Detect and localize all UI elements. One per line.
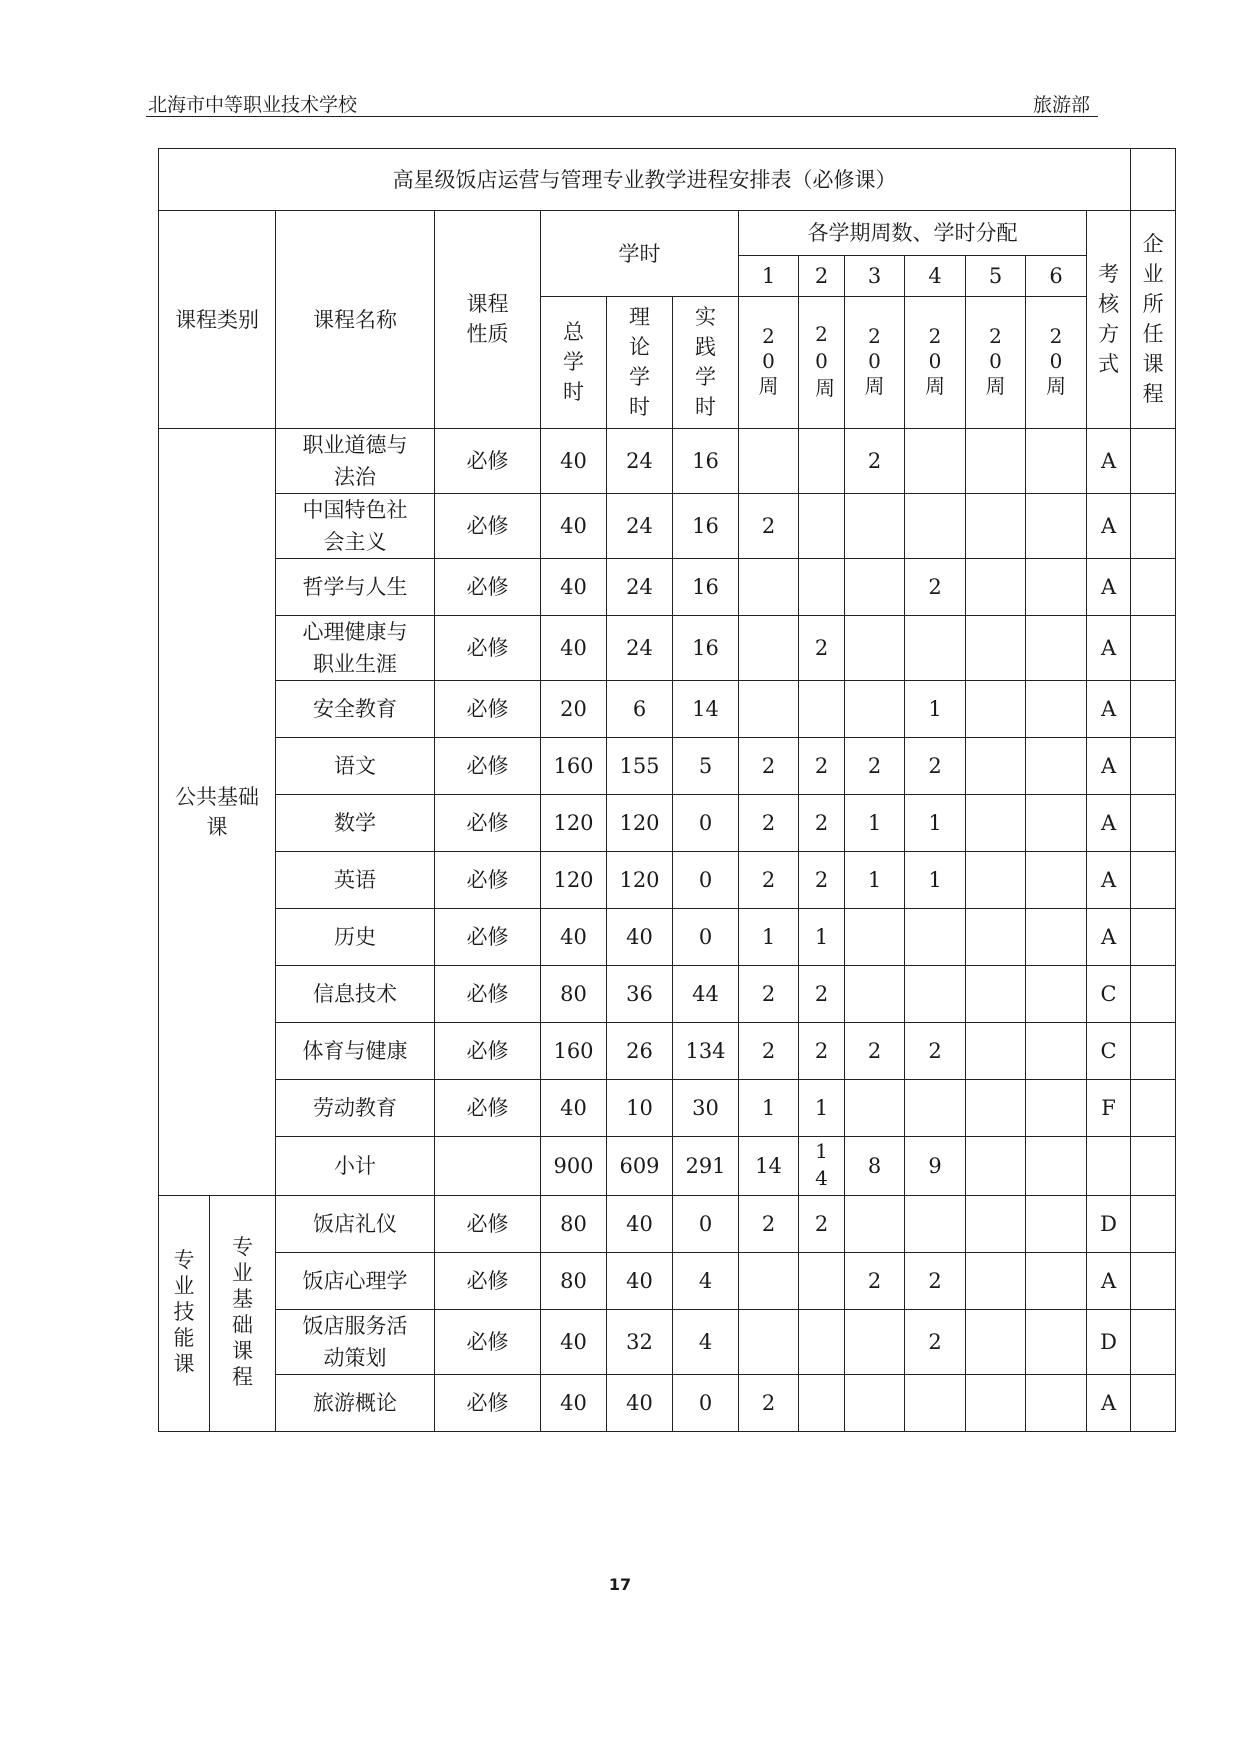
enterprise-cell bbox=[1131, 738, 1176, 795]
assessment-cell: A bbox=[1087, 795, 1131, 852]
enterprise-cell bbox=[1131, 852, 1176, 909]
total-hours-cell: 40 bbox=[541, 1310, 607, 1375]
total-hours-cell: 40 bbox=[541, 1080, 607, 1137]
semester-hours-cell bbox=[1026, 795, 1087, 852]
semester-hours-cell bbox=[966, 1310, 1026, 1375]
semester-weeks-cell bbox=[799, 297, 845, 429]
assessment-cell: A bbox=[1087, 909, 1131, 966]
total-hours-cell: 160 bbox=[541, 738, 607, 795]
semester-hours-cell: 2 bbox=[739, 1023, 799, 1080]
course-name-cell bbox=[276, 1080, 435, 1137]
course-name: 心理健康与职业生涯 bbox=[302, 620, 408, 676]
course-nature-cell bbox=[435, 1137, 541, 1196]
table-row bbox=[159, 1253, 1176, 1310]
semester-hours-cell bbox=[966, 681, 1026, 738]
theory-hours-cell: 24 bbox=[607, 429, 673, 494]
header-category: 课程类别 bbox=[159, 211, 276, 429]
practice-hours-cell: 4 bbox=[673, 1310, 739, 1375]
course-nature-cell: 必修 bbox=[435, 1310, 541, 1375]
semester-hours-cell: 2 bbox=[739, 852, 799, 909]
assessment-cell: D bbox=[1087, 1196, 1131, 1253]
semester-hours-cell bbox=[905, 429, 966, 494]
header-practice-hours: 实践学时 bbox=[673, 297, 739, 429]
total-hours-cell: 40 bbox=[541, 429, 607, 494]
semester-hours-cell bbox=[1026, 1253, 1087, 1310]
total-hours-cell: 900 bbox=[541, 1137, 607, 1196]
department-name: 旅游部 bbox=[1032, 94, 1090, 116]
semester-hours-cell: 2 bbox=[845, 1023, 905, 1080]
theory-hours-cell: 36 bbox=[607, 966, 673, 1023]
semester-weeks-label: 20周 bbox=[1046, 323, 1066, 398]
course-name: 旅游概论 bbox=[313, 1391, 397, 1415]
semester-hours-cell bbox=[1026, 429, 1087, 494]
enterprise-cell bbox=[1131, 1196, 1176, 1253]
total-hours-cell: 120 bbox=[541, 852, 607, 909]
semester-hours-cell: 2 bbox=[739, 738, 799, 795]
course-name-cell bbox=[276, 795, 435, 852]
semester-hours-cell bbox=[845, 909, 905, 966]
practice-hours-cell: 0 bbox=[673, 795, 739, 852]
semester-number-cell: 1 bbox=[739, 256, 799, 297]
semester-hours-cell bbox=[739, 616, 799, 681]
course-name-cell bbox=[276, 559, 435, 616]
enterprise-cell bbox=[1131, 1375, 1176, 1432]
semester-hours-cell: 2 bbox=[739, 1375, 799, 1432]
theory-hours-cell: 155 bbox=[607, 738, 673, 795]
semester-weeks-label: 20周 bbox=[815, 322, 835, 400]
assessment-cell: C bbox=[1087, 966, 1131, 1023]
semester-hours-cell bbox=[799, 429, 845, 494]
header-total-hours: 总学时 bbox=[541, 297, 607, 429]
semester-hours-cell bbox=[1026, 966, 1087, 1023]
course-nature-cell: 必修 bbox=[435, 494, 541, 559]
semester-weeks-cell bbox=[1026, 297, 1087, 429]
course-nature-cell: 必修 bbox=[435, 1023, 541, 1080]
semester-hours-cell bbox=[799, 494, 845, 559]
table-row bbox=[159, 1375, 1176, 1432]
semester-hours-cell bbox=[1026, 1310, 1087, 1375]
total-hours-cell: 40 bbox=[541, 494, 607, 559]
total-hours-cell: 40 bbox=[541, 559, 607, 616]
table-row bbox=[159, 966, 1176, 1023]
semester-hours-cell bbox=[799, 559, 845, 616]
enterprise-cell bbox=[1131, 1080, 1176, 1137]
semester-hours-cell: 2 bbox=[905, 1253, 966, 1310]
semester-hours-cell bbox=[845, 494, 905, 559]
semester-hours-cell bbox=[845, 616, 905, 681]
assessment-cell: C bbox=[1087, 1023, 1131, 1080]
total-hours-cell: 80 bbox=[541, 1196, 607, 1253]
table-title: 高星级饭店运营与管理专业教学进程安排表（必修课） bbox=[159, 149, 1131, 211]
semester-hours-cell bbox=[905, 616, 966, 681]
practice-hours-cell: 4 bbox=[673, 1253, 739, 1310]
table-row bbox=[159, 429, 1176, 494]
school-name: 北海市中等职业技术学校 bbox=[148, 94, 358, 116]
semester-hours-cell bbox=[1026, 494, 1087, 559]
semester-hours-cell bbox=[1026, 1023, 1087, 1080]
total-hours-cell: 20 bbox=[541, 681, 607, 738]
semester-hours-cell bbox=[739, 1253, 799, 1310]
semester-hours-cell: 1 bbox=[845, 852, 905, 909]
practice-hours-cell: 0 bbox=[673, 1375, 739, 1432]
course-nature-cell: 必修 bbox=[435, 966, 541, 1023]
header-rule bbox=[146, 116, 1098, 117]
theory-hours-cell: 24 bbox=[607, 616, 673, 681]
semester-hours-cell bbox=[845, 1196, 905, 1253]
theory-hours-cell: 40 bbox=[607, 1375, 673, 1432]
course-nature-cell: 必修 bbox=[435, 1080, 541, 1137]
semester-hours-cell: 1 bbox=[739, 909, 799, 966]
semester-hours-cell bbox=[845, 1080, 905, 1137]
semester-hours-cell bbox=[845, 681, 905, 738]
practice-hours-cell: 0 bbox=[673, 852, 739, 909]
semester-hours-cell bbox=[799, 1375, 845, 1432]
course-name-cell bbox=[276, 494, 435, 559]
header-enterprise: 企业所任课程 bbox=[1131, 211, 1176, 429]
course-name: 历史 bbox=[334, 925, 376, 949]
assessment-cell bbox=[1087, 1137, 1131, 1196]
semester-hours-cell: 2 bbox=[905, 1023, 966, 1080]
course-name-cell bbox=[276, 1310, 435, 1375]
enterprise-cell bbox=[1131, 681, 1176, 738]
semester-weeks-cell bbox=[966, 297, 1026, 429]
course-name-cell bbox=[276, 1023, 435, 1080]
header-theory-hours: 理论学时 bbox=[607, 297, 673, 429]
header-course-nature: 课程性质 bbox=[435, 211, 541, 429]
enterprise-cell bbox=[1131, 559, 1176, 616]
semester-hours-cell: 2 bbox=[799, 738, 845, 795]
semester-hours-cell: 2 bbox=[845, 429, 905, 494]
semester-hours-cell: 1 bbox=[799, 909, 845, 966]
semester-hours-cell bbox=[905, 909, 966, 966]
category-professional-label: 专业技能课 bbox=[173, 1248, 195, 1376]
schedule-table bbox=[158, 148, 1176, 1432]
category-public bbox=[159, 429, 276, 1196]
course-name: 职业道德与法治 bbox=[302, 433, 408, 489]
semester-number-cell: 2 bbox=[799, 256, 845, 297]
course-name-cell bbox=[276, 1196, 435, 1253]
semester-hours-cell bbox=[905, 1196, 966, 1253]
table-row bbox=[159, 852, 1176, 909]
subcategory-professional-basic-label: 专业基础课程 bbox=[232, 1235, 253, 1389]
semester-weeks-cell bbox=[905, 297, 966, 429]
practice-hours-cell: 0 bbox=[673, 909, 739, 966]
semester-hours-cell: 2 bbox=[845, 738, 905, 795]
total-hours-cell: 120 bbox=[541, 795, 607, 852]
practice-hours-cell: 0 bbox=[673, 1196, 739, 1253]
practice-hours-cell: 44 bbox=[673, 966, 739, 1023]
course-nature-cell: 必修 bbox=[435, 1253, 541, 1310]
semester-hours-cell bbox=[966, 909, 1026, 966]
total-hours-cell: 80 bbox=[541, 1253, 607, 1310]
semester-hours-cell bbox=[1026, 616, 1087, 681]
semester-number-cell: 4 bbox=[905, 256, 966, 297]
practice-hours-cell: 30 bbox=[673, 1080, 739, 1137]
theory-hours-cell: 24 bbox=[607, 494, 673, 559]
semester-hours-cell bbox=[739, 681, 799, 738]
semester-hours-cell bbox=[1026, 909, 1087, 966]
semester-hours-cell: 8 bbox=[845, 1137, 905, 1196]
enterprise-cell bbox=[1131, 795, 1176, 852]
semester-weeks-label: 20周 bbox=[985, 323, 1006, 398]
total-hours-cell: 40 bbox=[541, 616, 607, 681]
semester-hours-cell bbox=[799, 1137, 845, 1196]
semester-hours-cell bbox=[966, 429, 1026, 494]
table-row bbox=[159, 1137, 1176, 1196]
semester-hours-cell bbox=[1026, 681, 1087, 738]
enterprise-cell bbox=[1131, 1023, 1176, 1080]
course-name-cell bbox=[276, 1375, 435, 1432]
category-public-label: 公共基础课 bbox=[175, 784, 259, 839]
semester-hours-cell: 2 bbox=[799, 966, 845, 1023]
semester-hours-cell: 2 bbox=[799, 616, 845, 681]
course-nature-cell: 必修 bbox=[435, 795, 541, 852]
table-row bbox=[159, 681, 1176, 738]
theory-hours-cell: 40 bbox=[607, 1253, 673, 1310]
semester-hours-cell: 2 bbox=[905, 1310, 966, 1375]
semester-number-cell: 6 bbox=[1026, 256, 1087, 297]
semester-hours-value: 14 bbox=[815, 1139, 828, 1190]
semester-weeks-label: 20周 bbox=[758, 323, 779, 398]
course-name: 中国特色社会主义 bbox=[302, 498, 408, 554]
semester-hours-cell bbox=[905, 494, 966, 559]
assessment-cell: D bbox=[1087, 1310, 1131, 1375]
table-row bbox=[159, 1023, 1176, 1080]
semester-hours-cell bbox=[799, 681, 845, 738]
course-name-cell bbox=[276, 616, 435, 681]
semester-hours-cell bbox=[1026, 1196, 1087, 1253]
course-name: 安全教育 bbox=[313, 697, 397, 721]
assessment-cell: A bbox=[1087, 429, 1131, 494]
course-name-cell bbox=[276, 909, 435, 966]
course-name-cell bbox=[276, 738, 435, 795]
practice-hours-cell: 5 bbox=[673, 738, 739, 795]
practice-hours-cell: 16 bbox=[673, 494, 739, 559]
semester-hours-cell bbox=[966, 559, 1026, 616]
course-name-cell bbox=[276, 681, 435, 738]
course-name: 饭店礼仪 bbox=[313, 1212, 397, 1236]
course-name: 数学 bbox=[334, 811, 376, 835]
table-row bbox=[159, 616, 1176, 681]
course-name: 饭店服务活动策划 bbox=[302, 1314, 408, 1370]
category-professional bbox=[159, 1196, 210, 1432]
course-nature-cell: 必修 bbox=[435, 738, 541, 795]
assessment-cell: A bbox=[1087, 1375, 1131, 1432]
assessment-cell: A bbox=[1087, 494, 1131, 559]
subcategory-professional-basic bbox=[210, 1196, 276, 1432]
course-nature-cell: 必修 bbox=[435, 429, 541, 494]
course-nature-cell: 必修 bbox=[435, 909, 541, 966]
assessment-cell: A bbox=[1087, 738, 1131, 795]
total-hours-cell: 40 bbox=[541, 1375, 607, 1432]
enterprise-cell bbox=[1131, 616, 1176, 681]
semester-hours-cell bbox=[966, 1080, 1026, 1137]
semester-hours-cell bbox=[966, 738, 1026, 795]
semester-hours-cell bbox=[1026, 1137, 1087, 1196]
course-name-cell bbox=[276, 429, 435, 494]
semester-weeks-label: 20周 bbox=[864, 323, 885, 398]
semester-weeks-label: 20周 bbox=[925, 323, 945, 398]
semester-hours-cell bbox=[905, 1375, 966, 1432]
course-name: 英语 bbox=[334, 868, 376, 892]
theory-hours-cell: 10 bbox=[607, 1080, 673, 1137]
table-row bbox=[159, 1310, 1176, 1375]
semester-number-cell: 3 bbox=[845, 256, 905, 297]
practice-hours-cell: 16 bbox=[673, 559, 739, 616]
semester-number-cell: 5 bbox=[966, 256, 1026, 297]
enterprise-cell bbox=[1131, 1137, 1176, 1196]
semester-hours-cell: 1 bbox=[799, 1080, 845, 1137]
course-name: 劳动教育 bbox=[313, 1096, 397, 1120]
course-name: 饭店心理学 bbox=[302, 1269, 408, 1293]
enterprise-cell bbox=[1131, 494, 1176, 559]
table-row bbox=[159, 738, 1176, 795]
semester-hours-cell: 2 bbox=[739, 966, 799, 1023]
assessment-cell: A bbox=[1087, 852, 1131, 909]
semester-hours-cell bbox=[845, 966, 905, 1023]
semester-hours-cell bbox=[966, 494, 1026, 559]
course-nature-cell: 必修 bbox=[435, 1196, 541, 1253]
total-hours-cell: 40 bbox=[541, 909, 607, 966]
semester-weeks-cell bbox=[845, 297, 905, 429]
semester-hours-cell: 2 bbox=[845, 1253, 905, 1310]
enterprise-cell bbox=[1131, 966, 1176, 1023]
course-name-cell bbox=[276, 852, 435, 909]
practice-hours-cell: 14 bbox=[673, 681, 739, 738]
semester-hours-cell: 2 bbox=[799, 1023, 845, 1080]
course-name: 哲学与人生 bbox=[302, 575, 408, 599]
header-semester: 各学期周数、学时分配 bbox=[739, 211, 1087, 256]
course-name-cell bbox=[276, 1137, 435, 1196]
semester-hours-cell bbox=[1026, 738, 1087, 795]
semester-hours-cell: 9 bbox=[905, 1137, 966, 1196]
semester-hours-cell bbox=[799, 1310, 845, 1375]
assessment-cell: F bbox=[1087, 1080, 1131, 1137]
course-nature-cell: 必修 bbox=[435, 616, 541, 681]
enterprise-cell bbox=[1131, 1310, 1176, 1375]
title-corner bbox=[1131, 149, 1176, 211]
semester-hours-cell bbox=[845, 559, 905, 616]
course-nature-cell: 必修 bbox=[435, 559, 541, 616]
semester-hours-cell bbox=[905, 966, 966, 1023]
semester-hours-cell bbox=[966, 852, 1026, 909]
semester-hours-cell bbox=[966, 616, 1026, 681]
assessment-cell: A bbox=[1087, 1253, 1131, 1310]
semester-hours-cell: 2 bbox=[739, 494, 799, 559]
practice-hours-cell: 16 bbox=[673, 616, 739, 681]
enterprise-cell bbox=[1131, 429, 1176, 494]
semester-hours-cell bbox=[739, 559, 799, 616]
theory-hours-cell: 40 bbox=[607, 909, 673, 966]
course-nature-cell: 必修 bbox=[435, 1375, 541, 1432]
semester-hours-cell bbox=[739, 1310, 799, 1375]
semester-hours-cell bbox=[799, 1253, 845, 1310]
practice-hours-cell: 16 bbox=[673, 429, 739, 494]
semester-hours-cell bbox=[845, 1310, 905, 1375]
semester-hours-cell bbox=[966, 1137, 1026, 1196]
semester-hours-cell bbox=[1026, 559, 1087, 616]
semester-hours-cell bbox=[1026, 852, 1087, 909]
semester-hours-cell: 2 bbox=[799, 852, 845, 909]
enterprise-cell bbox=[1131, 1253, 1176, 1310]
table-row bbox=[159, 494, 1176, 559]
header-course-name: 课程名称 bbox=[276, 211, 435, 429]
course-name: 小计 bbox=[334, 1154, 376, 1178]
table-row bbox=[159, 1080, 1176, 1137]
semester-hours-cell bbox=[1026, 1375, 1087, 1432]
theory-hours-cell: 120 bbox=[607, 795, 673, 852]
semester-hours-cell: 2 bbox=[905, 738, 966, 795]
page-number: 17 bbox=[608, 1575, 632, 1594]
enterprise-cell bbox=[1131, 909, 1176, 966]
course-name-cell bbox=[276, 966, 435, 1023]
course-nature-cell: 必修 bbox=[435, 852, 541, 909]
semester-hours-cell: 1 bbox=[739, 1080, 799, 1137]
semester-hours-cell bbox=[905, 1080, 966, 1137]
table-row bbox=[159, 909, 1176, 966]
semester-weeks-cell bbox=[739, 297, 799, 429]
theory-hours-cell: 6 bbox=[607, 681, 673, 738]
semester-hours-cell: 1 bbox=[845, 795, 905, 852]
theory-hours-cell: 24 bbox=[607, 559, 673, 616]
course-name: 体育与健康 bbox=[302, 1039, 408, 1063]
practice-hours-cell: 291 bbox=[673, 1137, 739, 1196]
header-assessment: 考核方式 bbox=[1087, 211, 1131, 429]
course-nature-cell: 必修 bbox=[435, 681, 541, 738]
theory-hours-cell: 40 bbox=[607, 1196, 673, 1253]
course-name: 语文 bbox=[334, 754, 376, 778]
semester-hours-cell bbox=[1026, 1080, 1087, 1137]
semester-hours-cell: 14 bbox=[739, 1137, 799, 1196]
semester-hours-cell bbox=[739, 429, 799, 494]
theory-hours-cell: 120 bbox=[607, 852, 673, 909]
course-name-cell bbox=[276, 1253, 435, 1310]
table-row bbox=[159, 795, 1176, 852]
theory-hours-cell: 609 bbox=[607, 1137, 673, 1196]
header-hours: 学时 bbox=[541, 211, 739, 297]
semester-hours-cell: 1 bbox=[905, 681, 966, 738]
total-hours-cell: 80 bbox=[541, 966, 607, 1023]
semester-hours-cell: 2 bbox=[799, 795, 845, 852]
semester-hours-cell: 2 bbox=[905, 559, 966, 616]
assessment-cell: A bbox=[1087, 616, 1131, 681]
semester-hours-cell bbox=[966, 1023, 1026, 1080]
semester-hours-cell: 1 bbox=[905, 852, 966, 909]
theory-hours-cell: 26 bbox=[607, 1023, 673, 1080]
semester-hours-cell bbox=[966, 1253, 1026, 1310]
semester-hours-cell bbox=[966, 1375, 1026, 1432]
semester-hours-cell bbox=[966, 966, 1026, 1023]
practice-hours-cell: 134 bbox=[673, 1023, 739, 1080]
table-row bbox=[159, 1196, 1176, 1253]
semester-hours-cell: 2 bbox=[799, 1196, 845, 1253]
semester-hours-cell: 2 bbox=[739, 1196, 799, 1253]
course-name: 信息技术 bbox=[313, 982, 397, 1006]
semester-hours-cell: 1 bbox=[905, 795, 966, 852]
semester-hours-cell: 2 bbox=[739, 795, 799, 852]
semester-hours-cell bbox=[966, 1196, 1026, 1253]
total-hours-cell: 160 bbox=[541, 1023, 607, 1080]
semester-hours-cell bbox=[966, 795, 1026, 852]
assessment-cell: A bbox=[1087, 559, 1131, 616]
table-row bbox=[159, 559, 1176, 616]
semester-hours-cell bbox=[845, 1375, 905, 1432]
theory-hours-cell: 32 bbox=[607, 1310, 673, 1375]
assessment-cell: A bbox=[1087, 681, 1131, 738]
